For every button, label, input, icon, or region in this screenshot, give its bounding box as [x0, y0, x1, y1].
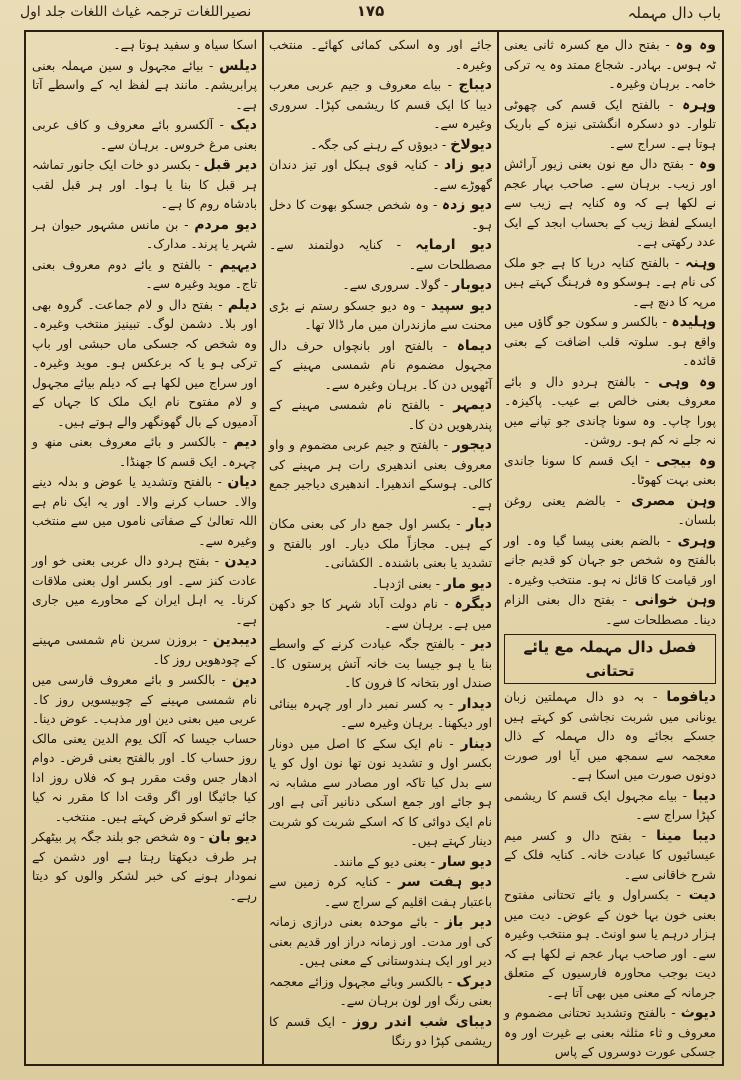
definition-text: بہ کسر نمبر دار اور چہرہ بینائی اور دیکھنا۔ برہان وغیرہ سے۔: [269, 696, 492, 730]
definition-text: وہ دیو جسکو رستم نے بڑی محنت سے مازندران میں مار ڈالا تھا۔: [269, 298, 492, 332]
dictionary-entry: دیبا مینا - بفتح دال و کسر میم عیسائیوں کا عبادت خانہ۔ کنایہ فلک کے شرح خاقانی سے۔: [504, 827, 716, 882]
headword: وہنہ: [685, 254, 716, 271]
dictionary-entry: دیار - بکسر اول جمع دار کی بعنی مکان کے ہیں۔ مجازاً ملک دیار۔ اور بالفتح و تشدید یا بعنی باشندہ۔ الکشانی۔: [269, 516, 492, 570]
definition-text: بفتح دال بعنی الزام دینا۔ مصطلحات سے۔: [504, 593, 716, 627]
definition-text: بفتح دال مع نون بعنی زیور آرائش اور زیب۔ برہان سے۔ صاحب بہار عجم نے لکھا ہے کہ وہ کنایہ ہے زیب سے ایسکے لفظ زیب کے بحساب ابجد کے ایک عدد رکھتی ہے۔: [504, 157, 716, 249]
dictionary-entry: دیمہر - بالفتح نام شمسی مہینے کے پندرھویں دن کا۔: [269, 397, 492, 432]
page-header: [20, 2, 721, 24]
definition-text: بیاے معروف و جیم عربی معرب دیبا کا ایک قسم کا ریشمی کپڑا۔ سروری وغیرہ سے۔: [269, 78, 492, 131]
headword: دیماہ: [456, 337, 492, 354]
headword: دیرک: [456, 973, 492, 990]
definition-text: کنایہ کرہ زمین سے باعتبار ہفت اقلیم کے سراج سے۔: [269, 875, 492, 909]
definition-text: جائے اور وہ اسکی کمائی کھائے۔ منتخب وغیرہ۔: [269, 38, 492, 72]
definition-text: بیائے مجہول و سین مہملہ بعنی پرابریشم۔ مانند ہے لفظ ایہ کے واسطے آتا ہے۔: [32, 58, 257, 112]
page-number: ۱۷۵: [356, 2, 385, 20]
definition-text: بن مانس مشہور حیوان ہر شہر یا پرند۔ مدارک۔: [32, 217, 257, 251]
definition-text: نام ایک سکے کا اصل میں دونار بکسر اول و تشدید نون تھا نون اول کو یا سے بدل کیا تاکہ اور مصادر سے مشابہ نہ ہو جائے اور جمع اسکی دنانیر آتی ہے اور نام ایک دوائی کا کہ اسکے شربت کو شربت دینار کہتے ہیں۔: [269, 736, 492, 848]
definition-text: بالکسر وبائے مجہول وزائے معجمہ بعنی رنگ اور لون برہان سے۔: [269, 974, 492, 1008]
book-title: نصیراللغات ترجمہ غیاث اللغات جلد اول: [20, 4, 252, 20]
definition-text: ایک قسم کا ریشمی کپڑا دو رنگا: [269, 1014, 492, 1048]
headword: دیک: [230, 117, 257, 133]
definition-text: بروزن سرین نام شمسی مہینے کے چودھویں روز کا۔: [32, 633, 257, 667]
headword: دیہیم: [219, 256, 257, 273]
headword: وہری: [677, 532, 716, 549]
headword: دیو مردم: [194, 216, 257, 233]
definition-text: نام دولت آباد شہر کا جو دکھن میں ہے۔ برہان سے۔: [269, 597, 492, 631]
headword: وہلیدہ: [671, 314, 716, 330]
dictionary-entry: دیہیم - بالفتح و یائے دوم معروف بعنی تاج۔ موید وغیرہ سے۔: [32, 256, 257, 291]
headword: وہ وہی: [658, 373, 716, 390]
headword: دیار: [466, 516, 492, 532]
definition-text: ایک قسم کا سونا جاندی بعنی بہت کھوٹا۔: [504, 453, 716, 487]
headword: وہرہ: [682, 96, 716, 113]
definition-text: بفتح دال و کسر میم عیسائیوں کا عبادت خانہ۔ کنایہ فلک کے شرح خاقانی سے۔: [504, 828, 716, 882]
headword: وہ وہ: [675, 37, 717, 53]
dictionary-entry: وہن مصری - بالضم یعنی روغن بلسان۔: [504, 492, 716, 527]
dictionary-entry: دیان - بالفتح وتشدید یا عوض و بدلہ دینے والا۔ حساب کرنے والا۔ اور یہ ایک نام ہے اللہ تعالیٰ کے صفاتی ناموں میں سے منتخب وغیرہ سے۔: [32, 474, 257, 548]
headword: وہن خوانی: [634, 592, 716, 608]
definition-text: دیوؤں کے رہنے کی جگہ۔: [310, 137, 438, 152]
dictionary-entry: دیو سپید - وہ دیو جسکو رستم نے بڑی محنت سے مازندران میں مار ڈالا تھا۔: [269, 297, 492, 332]
headword: دیگرہ: [454, 596, 492, 612]
dictionary-entry: دیافوما - بہ دو دال مہملتین زبان یونانی میں شربت نجاشی کو کہتے ہیں جسکے بجائے وہ دال مہملہ کے ذال معجمہ سے سمجھ میں آیا اور صورت دونوں صورت میں اسکا ہے۔: [504, 689, 716, 782]
dictionary-entry: دیلس - بیائے مجہول و سین مہملہ بعنی پرابریشم۔ مانند ہے لفظ ایہ کے واسطے آتا ہے۔: [32, 57, 258, 112]
column-right: [498, 32, 722, 1064]
definition-text: بالکسر و سکون جو گاؤں میں واقع ہو۔ سلوتہ قلب اضافت کے بعنی قائدہ۔: [504, 315, 716, 368]
headword: دیولاخ: [450, 136, 492, 153]
definition-text: بکسراول و یائے تحتانی مفتوح بعنی خون بہا خون کے عوض۔ دیت میں ہزار درہم یا سو اونٹ۔ ہو منتخب وغیرہ سے۔ اور صاحب بہار عجم نے لکھا ہے کہ دیت بوجب محاورہ فارسیوں کے متعلق جرمانہ کے معنی میں بھی آتا ہے۔: [504, 888, 716, 1000]
headword: دین: [231, 672, 257, 688]
dictionary-entry: وہری - بالضم بعنی پیسا گیا وہ۔ اور بالفتح وہ شخص جو جہان کو قدیم جانے اور قیامت کا قائل نہ ہو۔ منتخب وغیرہ۔: [504, 532, 716, 587]
definition-text: بالفتح وتشدید تحتانی مضموم و معروف و ثاء مثلثہ بعنی بے غیرت اور وہ جسکی عورت دوسروں کے پاس: [504, 1006, 716, 1059]
dictionary-entry: وہن خوانی - بفتح دال بعنی الزام دینا۔ مصطلحات سے۔: [504, 592, 716, 627]
dictionary-entry: دیو مار - بعنی اژدہا۔: [371, 575, 492, 592]
definition-text: گولا۔ سروری سے۔: [342, 278, 440, 292]
headword: دیان: [227, 474, 257, 490]
definition-text: بکسر اول جمع دار کی بعنی مکان کے ہیں۔ مجازاً ملک دیار۔ اور بالفتح و تشدید یا بعنی باشندہ۔ الکشانی۔: [269, 517, 492, 570]
dictionary-entry: وہرہ - بالفتح ایک قسم کی چھوٹی تلوار۔ دو دسکرہ انگشتی نیزہ کے باریک ہوتا ہے۔ سراج سے۔: [504, 96, 716, 151]
definition-text: وہ شخص جو بلند جگہ پر بیٹھکر ہر طرف دیکھتا رہتا ہے اور دشمن کے نمودار ہونے کی خبر لشکر والوں کو دیتا رہے۔: [32, 830, 257, 903]
dictionary-entry: دیرک - بالکسر وبائے مجہول وزائے معجمہ بعنی رنگ اور لون برہان سے۔: [269, 973, 492, 1008]
definition-text: بعنی دیو کے مانند۔: [332, 854, 427, 869]
definition-text: وہ شخص جسکو بھوت کا دخل ہو۔: [269, 198, 492, 232]
headword: دیلس: [219, 57, 258, 74]
dictionary-entry: دیو مردم - بن مانس مشہور حیوان ہر شہر یا پرند۔ مدارک۔: [32, 216, 257, 251]
dictionary-entry: دیک - آلکسرو بائے معروف و کاف عربی بعنی مرغ خروس۔ برہان سے۔: [32, 117, 257, 152]
definition-text: بہ دو دال مہملتین زبان یونانی میں شربت نجاشی کو کہتے ہیں جسکے بجائے وہ دال مہملہ کے ذال معجمہ سے سمجھ میں آیا اور صورت دونوں صورت میں اسکا ہے۔: [504, 690, 716, 782]
definition-text: بعنی اژدہا۔: [371, 576, 432, 591]
definition-text: بائے موحدہ بعنی درازی زمانہ کی اور مدت۔ اور زمانہ دراز اور قدیم بعنی دیر اور ایک ہندوستانی کے معنی ہیں۔: [269, 915, 492, 968]
dictionary-entry: دیر باز - بائے موحدہ بعنی درازی زمانہ کی اور مدت۔ اور زمانہ دراز اور قدیم بعنی دیر اور ایک ہندوستانی کے معنی ہیں۔: [269, 914, 492, 968]
dictionary-entry: دیو ہفت سر - کنایہ کرہ زمین سے باعتبار ہفت اقلیم کے سراج سے۔: [269, 874, 492, 909]
headword: دیو سار: [438, 853, 492, 870]
dictionary-entry: وہلیدہ - بالکسر و سکون جو گاؤں میں واقع ہو۔ سلوتہ قلب اضافت کے بعنی قائدہ۔: [504, 314, 716, 368]
definition-text: بالفتح کنایہ دریا کا ہے جو ملک کی نام ہے۔ ہوسکو وہ فرہنگ کہتے ہیں مرپہ کا دنچ ہے۔: [504, 255, 716, 309]
headword: دیوث: [680, 1005, 716, 1021]
headword: دیر باز: [444, 914, 492, 930]
dictionary-entry: دیو بان - وہ شخص جو بلند جگہ پر بیٹھکر ہر طرف دیکھتا رہتا ہے اور دشمن کے نمودار ہونے کی خبر لشکر والوں کو دیتا رہے۔: [32, 829, 257, 903]
dictionary-entry: وہنہ - بالفتح کنایہ دریا کا ہے جو ملک کی نام ہے۔ ہوسکو وہ فرہنگ کہتے ہیں مرپہ کا دنچ ہے۔: [504, 254, 716, 309]
definition-text: بالفتح ایک قسم کی چھوٹی تلوار۔ دو دسکرہ انگشتی نیزہ کے باریک ہوتا ہے۔ سراج سے۔: [504, 97, 716, 151]
definition-text: بالضم یعنی روغن بلسان۔: [504, 493, 716, 527]
definition-text: بالفتح وتشدید یا عوض و بدلہ دینے والا۔ حساب کرنے والا۔ اور یہ ایک نام ہے اللہ تعالیٰ کے صفاتی ناموں میں سے منتخب وغیرہ سے۔: [32, 475, 257, 548]
headword: دیو مار: [443, 575, 492, 592]
column-middle: [263, 32, 498, 1064]
headword: دینار: [460, 735, 492, 752]
dictionary-entry: دیر - بالفتح جگہ عبادت کرنے کے واسطے بنا یا ہو جیسا بت خانہ آتش پرستوں کا۔ صندل اور بتخانہ کا فرون کا۔: [269, 636, 492, 690]
definition-text: بالضم بعنی پیسا گیا وہ۔ اور بالفتح وہ شخص جو جہان کو قدیم جانے اور قیامت کا قائل نہ ہو۔ منتخب وغیرہ۔: [504, 533, 716, 587]
headword: دیلم: [227, 296, 257, 313]
definition-text: بالفتح نام شمسی مہینے کے پندرھویں دن کا۔: [269, 398, 492, 432]
dictionary-entry: وہ بیجی - ایک قسم کا سونا جاندی بعنی بہت کھوٹا۔: [504, 452, 716, 487]
dictionary-entry: وہ وہ - بفتح دال مع کسرہ ثانی یعنی ٹہ ہوس۔ بہادر۔ شجاع ممتد وہ یہ ترکی خامہ۔ برہان وغیرہ۔: [504, 37, 717, 91]
headword: دیمہر: [453, 397, 492, 413]
dictionary-entry: دیدن - بفتح ہردو دال عربی بعنی خو اور عادت کنز سے۔ اور بکسر اول بعنی ملاقات کرنا۔ یہ اہل ایران کے محاورے میں جاری ہے۔: [32, 553, 257, 627]
dictionary-entry: دیو زاد - کنایہ قوی ہیکل اور تیز دندان گھوڑے سے۔: [269, 157, 492, 192]
definition-text: بیاے مجہول ایک قسم کا ریشمی کپڑا سراج سے۔: [504, 788, 716, 822]
definition-text: بالکسر و بائے معروف بعنی منھ و چہرہ۔ ایک قسم کا جھنڈا۔: [32, 435, 257, 469]
dictionary-entry: وہ - بفتح دال مع نون بعنی زیور آرائش اور زیب۔ برہان سے۔ صاحب بہار عجم نے لکھا ہے کہ وہ کنایہ ہے زیب سے ایسکے لفظ زیب کے بحساب ابجد کے ایک عدد رکھتی ہے۔: [504, 156, 716, 249]
definition-text: بفتح ہردو دال عربی بعنی خو اور عادت کنز سے۔ اور بکسر اول بعنی ملاقات کرنا۔ یہ اہل ایران کے محاورے میں جاری ہے۔: [32, 554, 257, 627]
headword: دیدن: [224, 553, 257, 569]
headword: دیو سپید: [430, 297, 492, 314]
headword: دیبا: [692, 787, 716, 804]
definition-text: بالکسر و بائے معروف فارسی میں نام شمسی مہینے کے چوبیسویں روز کا۔ عربی میں بعنی دین اور مذہب۔ عوض دینا۔ حساب جیسا کہ آلک یوم الدین یعنی مالک روز حساب کا۔ اور بالفتح بعنی قرض۔ دوام ادھار جس وقت مقرر ہو کہ فلاں روز ادا کیا جائیگا اور اگر وقت ادا کا مقرر نہ کیا جائے تو اسکو قرض کہتے ہیں۔ منتخب۔: [32, 673, 257, 824]
section-title: باب دال مہملہ: [627, 4, 721, 22]
definition-text: بالفتح و جیم عربی مضموم و واو معروف بعنی اندھیری رات ہر مہینے کی کالی۔ ہوسکے اندھیرا۔ اندھیری دیاجیر جمع ہے۔: [269, 438, 492, 511]
definition-text: بفتح دال و لام جماعت۔ گروہ بھی اور بلا۔ دشمن لوگ۔ تبینیز منتخب وغیرہ۔ وہ شخص کہ جسکی ماں حبشی اور باپ ترکی ہو یا کہ برعکس ہو۔ موید وغیرہ۔ اور سراج میں لکھا ہے کہ دیلم بیائے مجہول و لام مفتوح نام ایک ملک کا جہاں کے آدمیوں کے بال گھونگھر والے ہوتے ہیں۔: [32, 297, 257, 429]
headword: وہن مصری: [631, 492, 716, 509]
headword: دیو زاد: [443, 157, 492, 173]
headword: دیو ہفت سر: [398, 874, 492, 890]
definition-text: کنایہ دولتمند سے۔ مصطلحات سے۔: [269, 238, 492, 272]
headword: دیت: [688, 887, 716, 903]
headword: دیو ارمایہ: [415, 237, 492, 253]
definition-text: بالفتح و یائے دوم معروف بعنی تاج۔ موید وغیرہ سے۔: [32, 257, 257, 291]
definition-text: بالفتح اور بانچواں حرف دال مجہول مضموم نام شمسی مہینے کے آٹھویں دن کا۔ برہان وغیرہ سے۔: [269, 338, 492, 392]
definition-text: کنایہ قوی ہیکل اور تیز دندان گھوڑے سے۔: [269, 158, 492, 192]
definition-text: بالفتح جگہ عبادت کرنے کے واسطے بنا یا ہو جیسا بت خانہ آتش پرستوں کا۔ صندل اور بتخانہ کا فرون کا۔: [269, 637, 492, 690]
headword: دیافوما: [666, 689, 716, 705]
definition-text: آلکسرو بائے معروف و کاف عربی بعنی مرغ خروس۔ برہان سے۔: [32, 118, 257, 152]
definition-text: بفتح دال مع کسرہ ثانی یعنی ٹہ ہوس۔ بہادر۔ شجاع ممتد وہ یہ ترکی خامہ۔ برہان وغیرہ۔: [504, 38, 716, 91]
dictionary-entry: دیجور - بالفتح و جیم عربی مضموم و واو معروف بعنی اندھیری رات ہر مہینے کی کالی۔ ہوسکے اندھیرا۔ اندھیری دیاجیر جمع ہے۔: [269, 437, 492, 511]
dictionary-entry: [32, 36, 257, 56]
headword: دیوبار: [452, 277, 492, 293]
dictionary-entry: [269, 36, 492, 75]
dictionary-entry: دینار - نام ایک سکے کا اصل میں دونار بکسر اول و تشدید نون تھا نون اول کو یا سے بدل کیا تاکہ اور مصادر سے مشابہ نہ ہو جائے اور جمع اسکی دنانیر آتی ہے اور نام ایک دوائی کا کہ اسکے شربت کو شربت دینار کہتے ہیں۔: [269, 735, 492, 848]
dictionary-entry: دیباج - بیاے معروف و جیم عربی معرب دیبا کا ایک قسم کا ریشمی کپڑا۔ سروری وغیرہ سے۔: [269, 77, 492, 131]
dictionary-entry: دیم - بالکسر و بائے معروف بعنی منھ و چہرہ۔ ایک قسم کا جھنڈا۔: [32, 434, 257, 469]
headword: دیو زدہ: [441, 197, 492, 213]
headword: دیو بان: [208, 829, 257, 845]
definition-text: بالفتح ہردو دال و بائے معروف بعنی خالص بے عیب۔ پاکیزہ۔ پورا چاپ۔ وہ سونا چاندی جو تپانے میں نہ جلے نہ کم ہو۔ روشن۔: [504, 374, 716, 447]
dictionary-entry: دیولاخ - دیوؤں کے رہنے کی جگہ۔: [310, 136, 492, 153]
dictionary-entry: دیبای شب اندر روز - ایک قسم کا ریشمی کپڑا دو رنگا: [269, 1013, 492, 1048]
headword: دیبا مینا: [656, 827, 716, 844]
headword: دیم: [233, 434, 257, 450]
headword: دیدار: [458, 695, 492, 712]
dictionary-entry: دیلم - بفتح دال و لام جماعت۔ گروہ بھی اور بلا۔ دشمن لوگ۔ تبینیز منتخب وغیرہ۔ وہ شخص کہ جسکی ماں حبشی اور باپ ترکی ہو یا کہ برعکس ہو۔ موید وغیرہ۔ اور سراج میں لکھا ہے کہ دیلم بیائے مجہول و لام مفتوح نام ایک ملک کا جہاں کے آدمیوں کے بال گھونگھر والے ہوتے ہیں۔: [32, 296, 257, 429]
headword: دیبای شب اندر روز: [352, 1013, 492, 1030]
definition-text: بکسر دو خات ایک جانور تماشہ ہر قبل کا بنا یا ہوا۔ اور ہر قبل لقب بادشاہ روم کا ہے۔: [32, 158, 257, 211]
headword: وہ بیجی: [656, 452, 716, 469]
dictionary-entry: دیوبار - گولا۔ سروری سے۔: [342, 277, 492, 293]
dictionary-entry: دیگرہ - نام دولت آباد شہر کا جو دکھن میں ہے۔ برہان سے۔: [269, 596, 492, 631]
dictionary-entry: دیماہ - بالفتح اور بانچواں حرف دال مجہول مضموم نام شمسی مہینے کے آٹھویں دن کا۔ برہان وغیرہ سے۔: [269, 337, 492, 392]
dictionary-entry: دیبا - بیاے مجہول ایک قسم کا ریشمی کپڑا سراج سے۔: [504, 787, 716, 822]
definition-text: اسکا سیاہ و سفید ہوتا ہے۔: [113, 38, 257, 52]
dictionary-entry: دیو زدہ - وہ شخص جسکو بھوت کا دخل ہو۔: [269, 197, 492, 232]
dictionary-entry: دیر قبل - بکسر دو خات ایک جانور تماشہ ہر قبل کا بنا یا ہوا۔ اور ہر قبل لقب بادشاہ روم کا ہے۔: [32, 157, 257, 211]
dictionary-entry: دیبدین - بروزن سرین نام شمسی مہینے کے چودھویں روز کا۔: [32, 632, 257, 667]
headword: دیبدین: [212, 632, 257, 648]
dictionary-entry: وہ وہی - بالفتح ہردو دال و بائے معروف بعنی خالص بے عیب۔ پاکیزہ۔ پورا چاپ۔ وہ سونا چاندی جو تپانے میں نہ جلے نہ کم ہو۔ روشن۔: [504, 373, 716, 447]
dictionary-entry: دیدار - بہ کسر نمبر دار اور چہرہ بینائی اور دیکھنا۔ برہان وغیرہ سے۔: [269, 695, 492, 730]
dictionary-entry: دیو ارمایہ - کنایہ دولتمند سے۔ مصطلحات سے۔: [269, 237, 492, 272]
dictionary-entry: دین - بالکسر و بائے معروف فارسی میں نام شمسی مہینے کے چوبیسویں روز کا۔ عربی میں بعنی دین اور مذہب۔ عوض دینا۔ حساب جیسا کہ آلک یوم الدین یعنی مالک روز حساب کا۔ اور بالفتح بعنی قرض۔ دوام ادھار جس وقت مقرر ہو کہ فلاں روز ادا کیا جائیگا اور اگر وقت ادا کا مقرر نہ کیا جائے تو اسکو قرض کہتے ہیں۔ منتخب۔: [32, 672, 257, 824]
headword: دیر: [470, 636, 492, 652]
headword: وہ: [699, 156, 716, 172]
section-heading: فصل دال مہملہ مع یائے تحتانی: [504, 634, 716, 684]
headword: دیباج: [458, 77, 492, 93]
dictionary-entry: دیت - بکسراول و یائے تحتانی مفتوح بعنی خون بہا خون کے عوض۔ دیت میں ہزار درہم یا سو اونٹ۔ ہو منتخب وغیرہ سے۔ اور صاحب بہار عجم نے لکھا ہے کہ دیت بوجب محاورہ فارسیوں کے متعلق جرمانہ کے معنی میں بھی آتا ہے۔: [504, 887, 716, 1000]
headword: دیر قبل: [203, 157, 257, 173]
dictionary-entry: دیوث - بالفتح وتشدید تحتانی مضموم و معروف و ثاء مثلثہ بعنی بے غیرت اور وہ جسکی عورت دوسروں کے پاس: [504, 1005, 716, 1059]
dictionary-entry: دیو سار - بعنی دیو کے مانند۔: [332, 853, 492, 870]
headword: دیجور: [452, 437, 492, 453]
column-left: [26, 32, 263, 1064]
